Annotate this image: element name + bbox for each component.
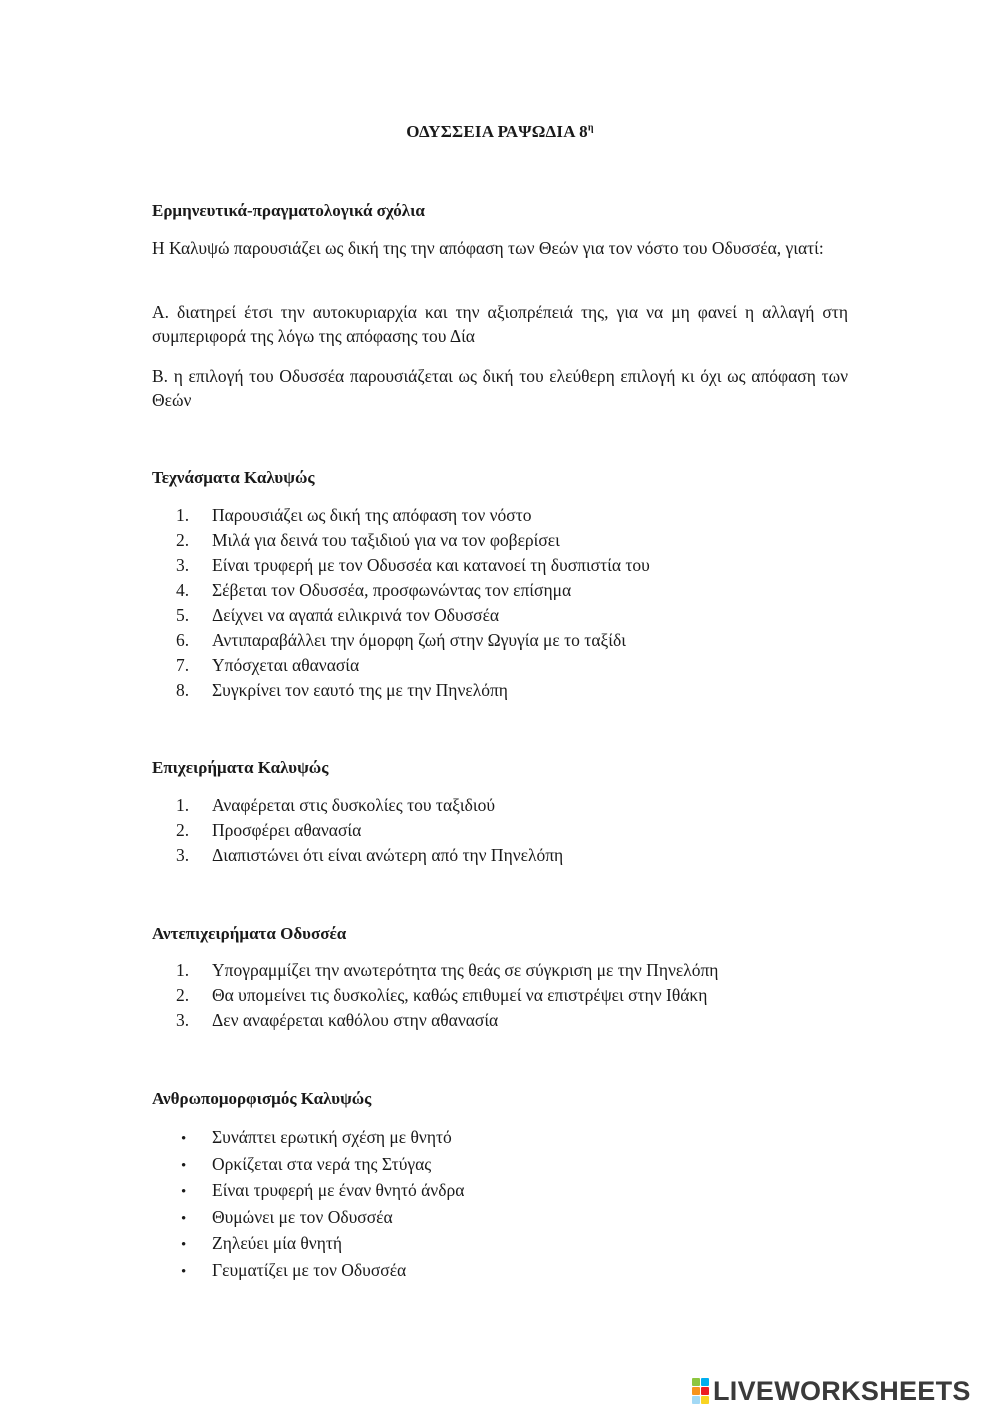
bullet-icon: •: [181, 1263, 187, 1280]
page-title: ΟΔΥΣΣΕΙΑ ΡΑΨΩΔΙΑ $8^\eta$: [406, 122, 594, 141]
logo-mark-icon: [692, 1378, 709, 1404]
logo-text: LIVEWORKSHEETS: [713, 1375, 971, 1406]
liveworksheets-logo[interactable]: [692, 1376, 971, 1406]
section-heading-counter-arguments: Αντεπιχειρήματα Οδυσσέα: [152, 924, 347, 943]
arguments-list: [176, 793, 563, 868]
list-item: 3. Διαπιστώνει ότι είναι ανώτερη από την Πηνελόπη: [176, 845, 564, 865]
section-heading-comments: Ερμηνευτικά-πραγματολογικά σχόλια: [152, 201, 425, 220]
list-item: 1. Αναφέρεται στις δυσκολίες του ταξιδιού: [176, 795, 495, 815]
list-item: 2. Μιλά για δεινά του ταξιδιού για να τον φοβερίσει: [176, 530, 560, 550]
bullet-icon: •: [181, 1157, 187, 1174]
list-item: 6. Αντιπαραβάλλει την όμορφη ζωή στην Ωγυγία με το ταξίδι: [176, 630, 626, 650]
paragraph-intro: Η Καλυψώ παρουσιάζει ως δική της την απόφαση των Θεών για τον νόστο του Οδυσσέα, γιατί:: [152, 238, 824, 258]
list-item: • Είναι τρυφερή με έναν θνητό άνδρα: [176, 1177, 464, 1204]
list-item: 5. Δείχνει να αγαπά ειλικρινά τον Οδυσσέα: [176, 605, 500, 625]
list-item: 2. Προσφέρει αθανασία: [176, 820, 362, 840]
section-heading-arguments: Επιχειρήματα Καλυψώς: [152, 758, 329, 777]
paragraph-a: Α. διατηρεί έτσι την αυτοκυριαρχία και την αξιοπρέπειά της, για να μη φανεί η αλλαγή στη συμπεριφορά της λόγω της απόφασης του Δία: [152, 302, 848, 346]
anthropomorphism-list: [176, 1124, 464, 1284]
list-item: 8. Συγκρίνει τον εαυτό της με την Πηνελόπη: [176, 680, 508, 700]
list-item: 4. Σέβεται τον Οδυσσέα, προσφωνώντας τον επίσημα: [176, 580, 572, 600]
list-item: 1. Υπογραμμίζει την ανωτερότητα της θεάς σε σύγκριση με την Πηνελόπη: [176, 960, 719, 980]
tricks-list: [176, 503, 650, 703]
list-item: • Ζηλεύει μία θνητή: [176, 1230, 464, 1257]
section-heading-tricks: Τεχνάσματα Καλυψώς: [152, 468, 315, 487]
list-item: 3. Είναι τρυφερή με τον Οδυσσέα και κατανοεί τη δυσπιστία του: [176, 555, 650, 575]
list-item: 7. Υπόσχεται αθανασία: [176, 655, 360, 675]
list-item: • Ορκίζεται στα νερά της Στύγας: [176, 1151, 464, 1178]
bullet-icon: •: [181, 1184, 187, 1201]
paragraph-b: Β. η επιλογή του Οδυσσέα παρουσιάζεται ως δική του ελεύθερη επιλογή κι όχι ως απόφαση των Θεών: [152, 366, 848, 410]
list-item: 2. Θα υπομείνει τις δυσκολίες, καθώς επιθυμεί να επιστρέψει στην Ιθάκη: [176, 985, 708, 1005]
list-item: 3. Δεν αναφέρεται καθόλου στην αθανασία: [176, 1010, 499, 1030]
list-item: 1. Παρουσιάζει ως δική της απόφαση τον νόστο: [176, 505, 532, 525]
bullet-icon: •: [181, 1131, 187, 1147]
section-heading-anthropomorphism: Ανθρωπομορφισμός Καλυψώς: [152, 1089, 372, 1108]
bullet-icon: •: [181, 1210, 187, 1227]
list-item: • Συνάπτει ερωτική σχέση με θνητό: [176, 1124, 464, 1151]
list-item: • Γευματίζει με τον Οδυσσέα: [176, 1257, 464, 1284]
bullet-icon: •: [181, 1237, 187, 1254]
list-item: • Θυμώνει με τον Οδυσσέα: [176, 1204, 464, 1231]
counter-arguments-list: [176, 958, 718, 1033]
